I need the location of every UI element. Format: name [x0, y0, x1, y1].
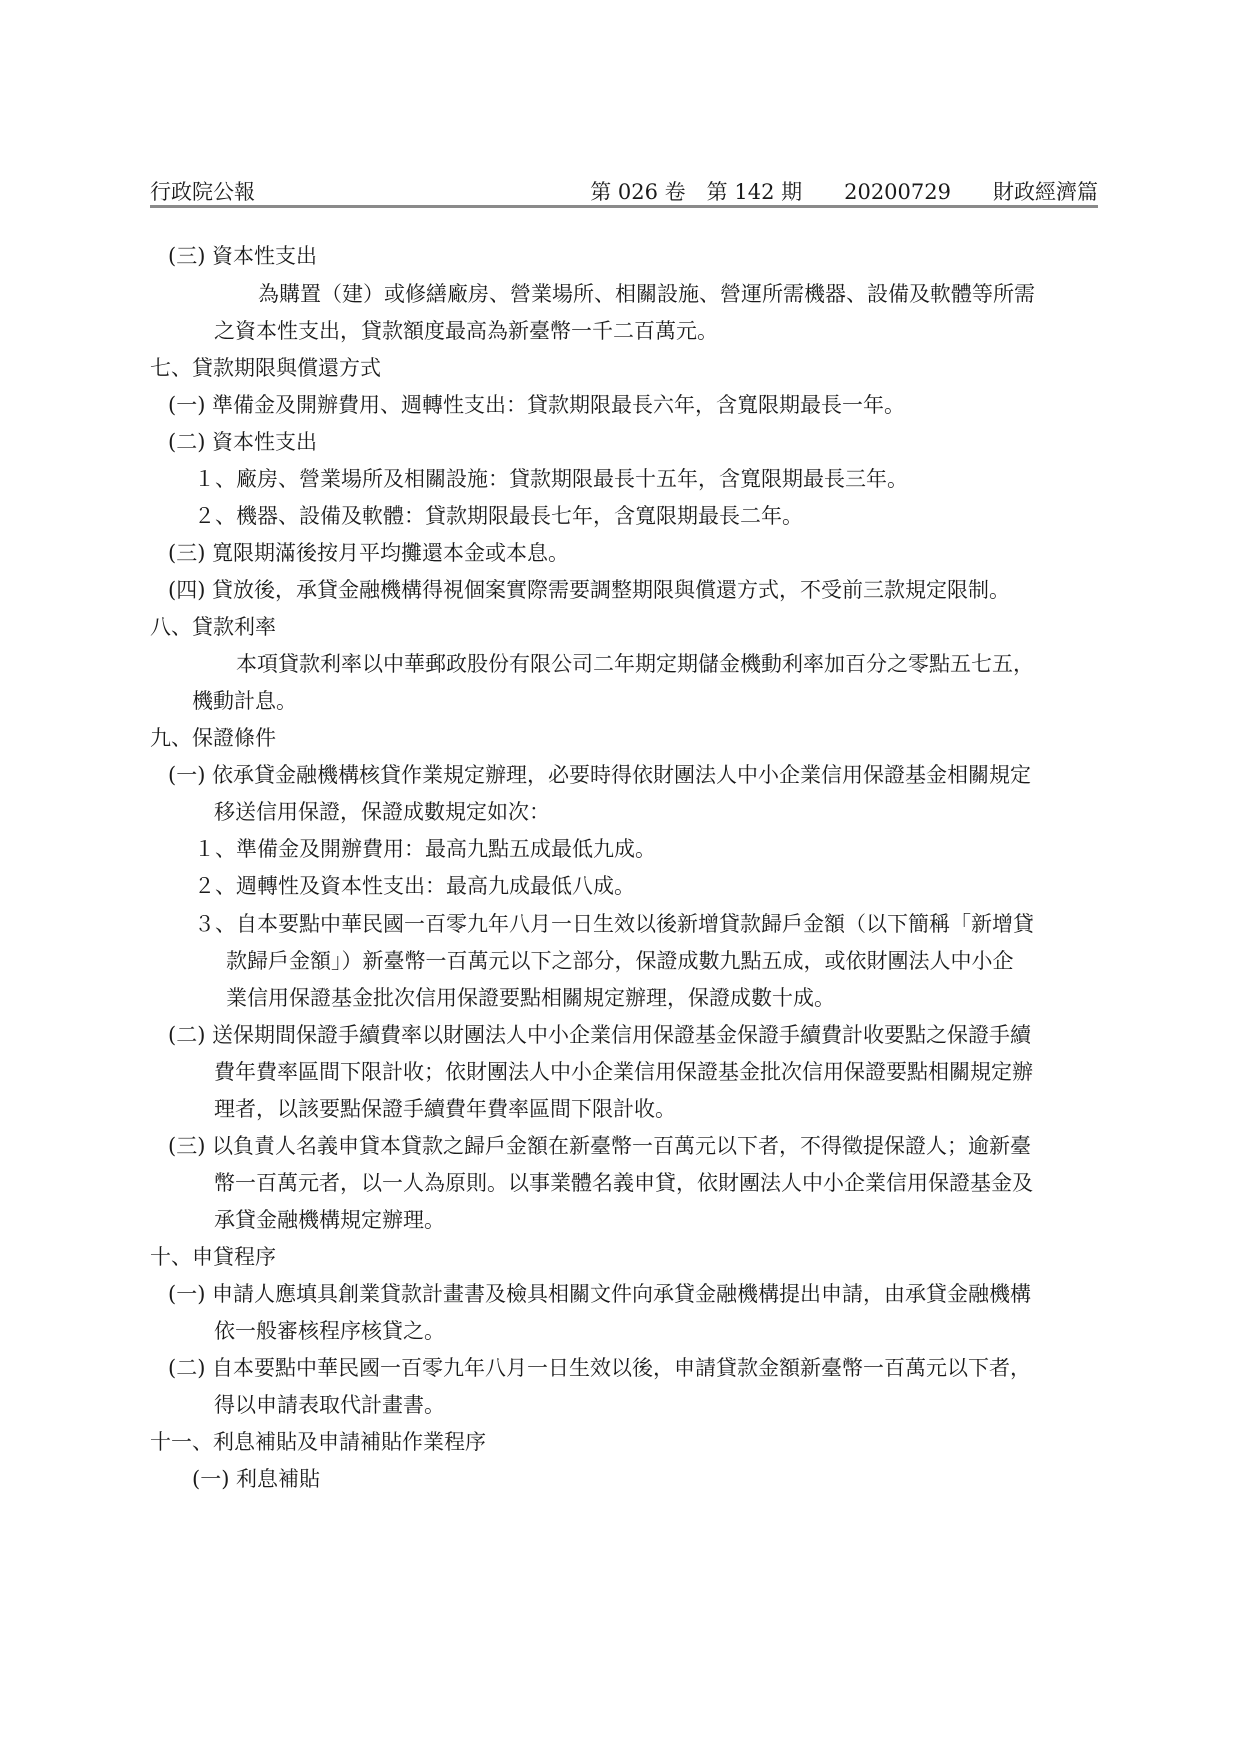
text-line: 十、申貸程序	[150, 1245, 276, 1269]
text-line: 本項貸款利率以中華郵政股份有限公司二年期定期儲金機動利率加百分之零點五七五，	[236, 652, 1034, 676]
text-line: 幣一百萬元者，以一人為原則。以事業體名義申貸，依財團法人中小企業信用保證基金及	[214, 1171, 1033, 1195]
text-line: (三) 寬限期滿後按月平均攤還本金或本息。	[168, 541, 570, 565]
text-line: 業信用保證基金批次信用保證要點相關規定辦理，保證成數十成。	[226, 986, 835, 1010]
text-line: ２、機器、設備及軟體：貸款期限最長七年，含寬限期最長二年。	[194, 504, 803, 528]
text-line: (一) 申請人應填具創業貸款計畫書及檢具相關文件向承貸金融機構提出申請，由承貸金融機構	[168, 1282, 1032, 1306]
text-line: 九、保證條件	[150, 726, 276, 750]
text-line: (一) 依承貸金融機構核貸作業規定辦理，必要時得依財團法人中小企業信用保證基金相關規定	[168, 763, 1032, 787]
issue-info: 第 026 卷 第 142 期 20200729 財政經濟篇	[590, 180, 1098, 204]
text-line: 承貸金融機構規定辦理。	[214, 1208, 445, 1232]
text-line: (三) 以負責人名義申貸本貸款之歸戶金額在新臺幣一百萬元以下者，不得徵提保證人；逾新臺	[168, 1134, 1032, 1158]
publication-name: 行政院公報	[150, 180, 255, 204]
text-line: (二) 資本性支出	[168, 430, 318, 454]
text-line: (三) 資本性支出	[168, 244, 318, 268]
text-line: 款歸戶金額」）新臺幣一百萬元以下之部分，保證成數九點五成，或依財團法人中小企	[226, 949, 1014, 973]
text-line: １、廠房、營業場所及相關設施：貸款期限最長十五年，含寬限期最長三年。	[194, 467, 908, 491]
text-line: 十一、利息補貼及申請補貼作業程序	[150, 1430, 486, 1454]
text-line: (四) 貸放後，承貸金融機構得視個案實際需要調整期限與償還方式，不受前三款規定限制。	[168, 578, 1011, 602]
header-rule	[150, 205, 1098, 208]
text-line: (一) 利息補貼	[192, 1467, 321, 1491]
text-line: (二) 自本要點中華民國一百零九年八月一日生效以後，申請貸款金額新臺幣一百萬元以下者，	[168, 1356, 1032, 1380]
text-line: １、準備金及開辦費用：最高九點五成最低九成。	[194, 837, 656, 861]
text-line: (二) 送保期間保證手續費率以財團法人中小企業信用保證基金保證手續費計收要點之保證手續	[168, 1023, 1032, 1047]
text-line: 為購置（建）或修繕廠房、營業場所、相關設施、營運所需機器、設備及軟體等所需	[258, 282, 1035, 306]
text-line: 八、貸款利率	[150, 615, 276, 639]
text-line: 機動計息。	[192, 689, 297, 713]
text-line: ２、週轉性及資本性支出：最高九成最低八成。	[194, 874, 635, 898]
text-line: 移送信用保證，保證成數規定如次：	[214, 800, 550, 824]
text-line: 得以申請表取代計畫書。	[214, 1393, 445, 1417]
text-line: 依一般審核程序核貸之。	[214, 1319, 445, 1343]
text-line: (一) 準備金及開辦費用、週轉性支出：貸款期限最長六年，含寬限期最長一年。	[168, 393, 906, 417]
text-line: 七、貸款期限與償還方式	[150, 356, 381, 380]
text-line: ３、自本要點中華民國一百零九年八月一日生效以後新增貸款歸戶金額（以下簡稱「新增貸	[194, 912, 1034, 936]
text-line: 之資本性支出，貸款額度最高為新臺幣一千二百萬元。	[214, 319, 718, 343]
text-line: 費年費率區間下限計收；依財團法人中小企業信用保證基金批次信用保證要點相關規定辦	[214, 1060, 1033, 1084]
text-line: 理者，以該要點保證手續費年費率區間下限計收。	[214, 1097, 676, 1121]
